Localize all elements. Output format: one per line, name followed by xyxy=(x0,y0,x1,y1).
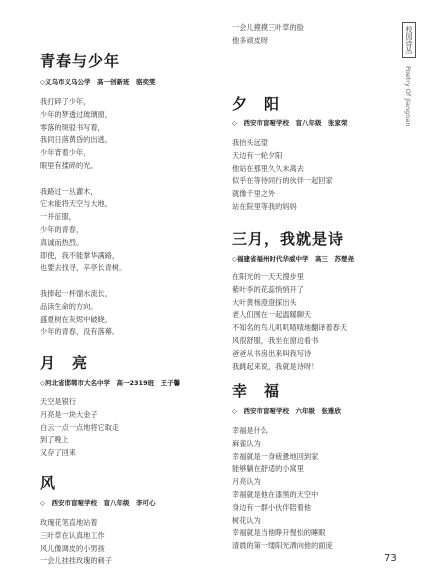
section-label: 校园诗丛 xyxy=(402,22,416,58)
poem-line: 风很舒服，我坐在窗边看书 xyxy=(232,335,319,345)
poem-body xyxy=(40,396,119,460)
poem-body xyxy=(40,96,126,339)
poem-line: 它未能将天空与大地， xyxy=(40,199,112,209)
poem-line: 即使，我不能掌华满路， xyxy=(40,250,120,260)
poem-line: 大叶黄杨澄澄探出头 xyxy=(232,297,297,307)
poem-line: 老人们围在一起温暖聊天 xyxy=(232,310,312,320)
poem-title: 青春与少年 xyxy=(40,52,121,70)
section-sidebar xyxy=(400,22,420,126)
poem-line: 少年的青春，没有落幕。 xyxy=(40,327,120,337)
poem-line: 我跳起来说，我就是诗呀！ xyxy=(232,361,319,371)
poem-line: 清晨的第一缕阳光洒向他的面庞 xyxy=(232,541,333,551)
poem-line: 幸福就是他在漆黑的天空中 xyxy=(232,489,319,499)
poem-title: 三月，我就是诗 xyxy=(232,230,345,248)
poem-line: 月亮是一块大金子 xyxy=(40,409,98,419)
poem-line: 少年的梦透过玻璃窗， xyxy=(40,109,112,119)
poem-author: ◇福建省福州时代华威中学 高三 苏楚尧 xyxy=(232,255,354,263)
poem-line: 身边有一群小伙伴陪着他 xyxy=(232,502,312,512)
page-number: 73 xyxy=(384,553,397,564)
poem-line: 爸爸从书房出来叫我写诗 xyxy=(232,348,312,358)
poem-author: ◇ 西安市盲哑学校 盲八年级 李可心 xyxy=(40,499,156,507)
poem-line: 站在院里等我的妈妈 xyxy=(232,201,297,211)
poem-line: 盛夏树在灰烬中破晓， xyxy=(40,314,112,324)
poem-line: 幸福就是当他睁开惺忪的睡眼 xyxy=(232,528,326,538)
poem-line: 一会儿挂挂玫瑰的刺子 xyxy=(40,556,112,566)
poem-author: ◇义乌市义乌公学 高一创新班 骆奕雯 xyxy=(40,78,156,86)
poem-line: 少年的青春， xyxy=(40,224,84,234)
stanza-gap xyxy=(40,173,126,186)
poem-line: 就像千里之外 xyxy=(232,189,276,199)
poem-line: 眼里有揉碎的光。 xyxy=(40,160,98,170)
poem-line: 不知名的鸟儿叽叽喳喳地翻译着春天 xyxy=(232,323,348,333)
poem-body-continued xyxy=(232,22,304,48)
poem-title: 月 亮 xyxy=(40,354,89,372)
section-label-en: Poetry Of Jiangnan xyxy=(404,66,412,127)
poem-line: 月亮认为 xyxy=(232,477,261,487)
poem-body xyxy=(232,137,333,214)
poem-line: 也要去找寻，辛亭长青树。 xyxy=(40,263,127,273)
poem-line: 三叶草在认真地工作 xyxy=(40,530,105,540)
poem-author: ◇ 西安市盲哑学校 六年级 张雅欣 xyxy=(232,407,341,415)
poem-line: 我同日落黄昏的出逃， xyxy=(40,135,112,145)
poem-line: 幸福就是一身疲惫地回到家 xyxy=(232,451,319,461)
poem-author: ◇河北省邯郸市大名中学 高一2319班 王子馨 xyxy=(40,379,181,387)
poem-line: 麻雀认为 xyxy=(232,438,261,448)
poem-line: 我路过一丛灌木， xyxy=(40,186,98,196)
poem-line: 在阳光的一天天搜步里 xyxy=(232,272,304,281)
poem-body xyxy=(232,271,347,373)
poem-line: 少年背着少年， xyxy=(40,148,91,158)
poem-body xyxy=(232,425,333,553)
poem-line: 天边有一轮夕阳 xyxy=(232,150,283,160)
poem-line: 我打碎了少年， xyxy=(40,97,91,106)
poem-line: 风儿像调皮的小男孩 xyxy=(40,543,105,553)
poem-title: 幸 福 xyxy=(232,382,281,400)
poem-line: 到了晚上 xyxy=(40,435,69,445)
poem-body xyxy=(40,517,112,568)
poem-line: 又存了回来 xyxy=(40,448,76,458)
stanza-gap xyxy=(40,275,126,288)
poem-title: 风 xyxy=(40,474,57,492)
poem-line: 一会儿摸摸三叶草的脸 xyxy=(232,23,304,32)
poem-line: 似乎在等待同行的伙伴一起回家 xyxy=(232,176,333,186)
poem-line: 紫叶李的花蕊悄悄开了 xyxy=(232,284,304,294)
poem-line: 玫瑰花笔直地站着 xyxy=(40,518,98,527)
poem-line: 白云一点一点地将它取走 xyxy=(40,422,120,432)
poem-title: 夕 阳 xyxy=(232,95,281,113)
poem-line: 他站在那里久久未离去 xyxy=(232,163,304,173)
poem-line: 真诚而热烈。 xyxy=(40,237,84,247)
poem-author: ◇ 西安市盲哑学校 盲八年级 张家荣 xyxy=(232,119,348,127)
poem-line: 能够躺在舒适的小窝里 xyxy=(232,464,304,474)
poem-line: 零落的斑驳书写着， xyxy=(40,122,105,132)
poem-line: 一并征服， xyxy=(40,212,76,222)
poem-line: 我捧起一杯馏水流长， xyxy=(40,288,112,298)
poem-line: 天空是银行 xyxy=(40,397,76,406)
poem-line: 我抬头远望 xyxy=(232,138,268,147)
poem-line: 幸福是什么 xyxy=(232,426,268,435)
poem-line: 他多顽皮呀 xyxy=(232,35,268,45)
poem-line: 品读生命的方向。 xyxy=(40,301,98,311)
poem-line: 树花认为 xyxy=(232,515,261,525)
